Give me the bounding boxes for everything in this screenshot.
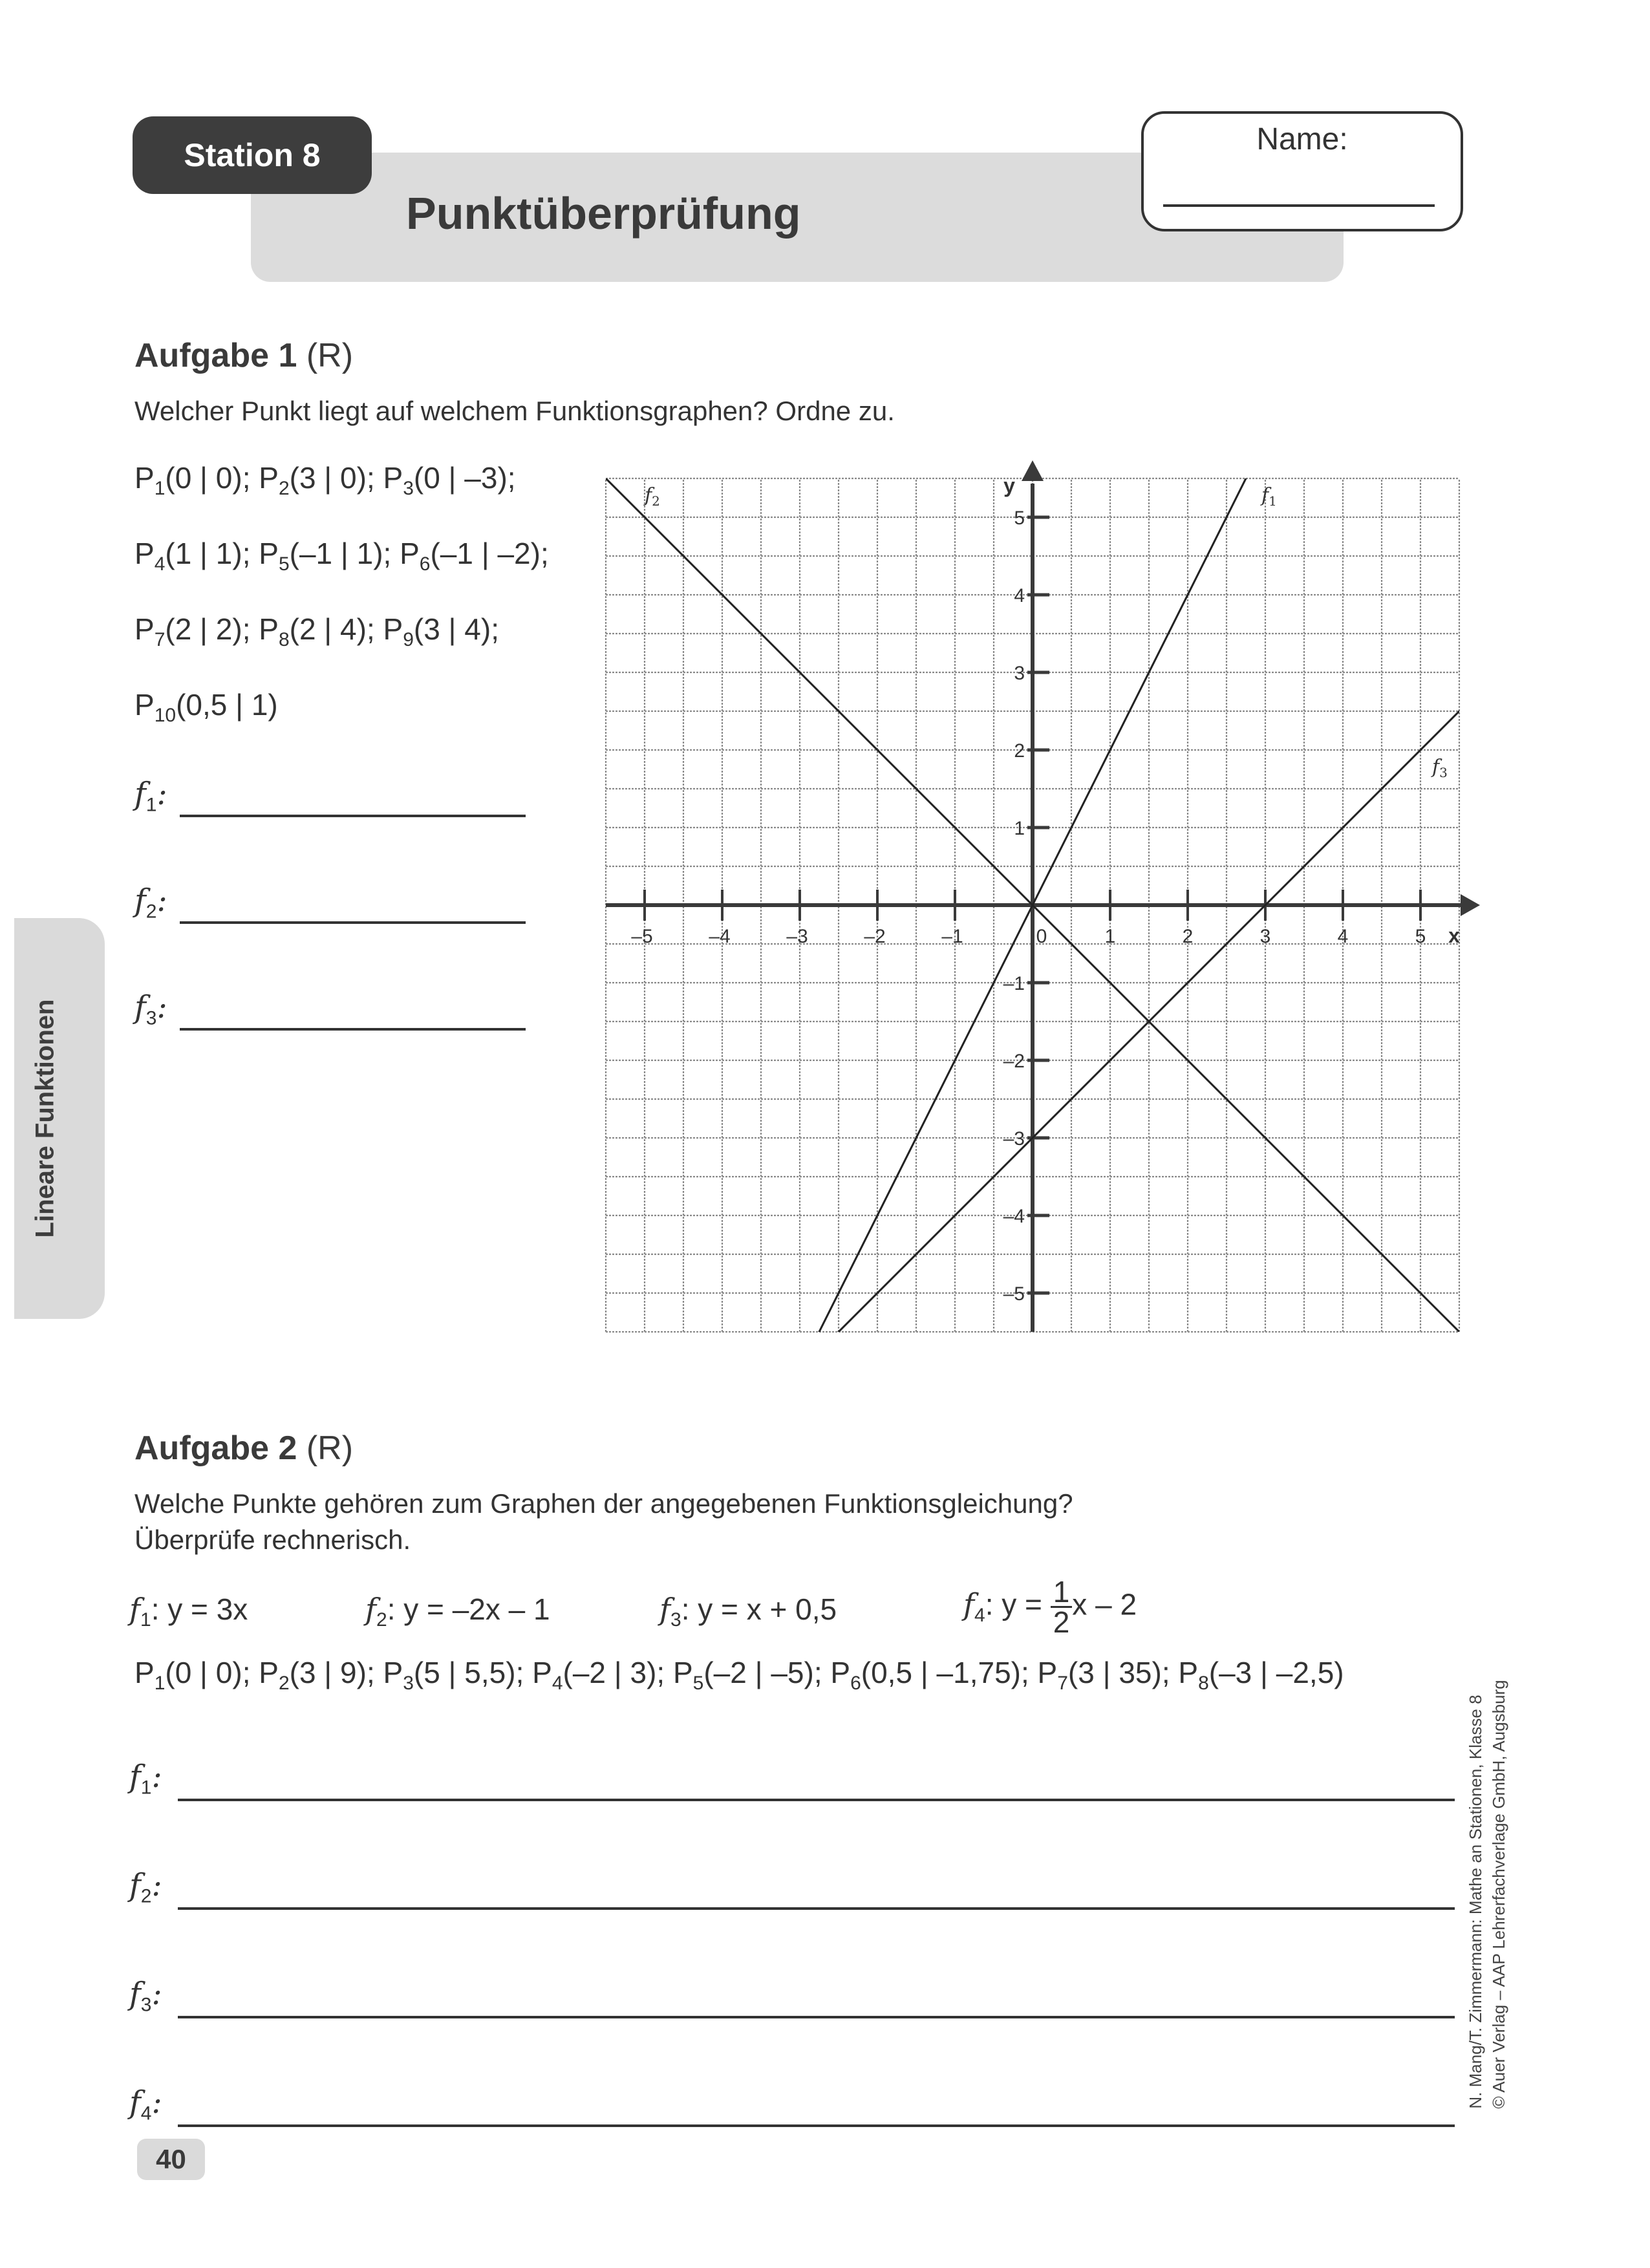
point-coords: (3 | 9) — [289, 1656, 367, 1689]
y-tick-label: –4 — [1003, 1206, 1025, 1227]
task1-heading — [134, 336, 353, 375]
point-row — [134, 612, 549, 687]
answer-row — [129, 1976, 1455, 2027]
answer-label — [129, 1867, 162, 1908]
point-coords: (0 | 0) — [165, 461, 242, 495]
separator: ; — [507, 461, 516, 495]
task2-instruction — [134, 1486, 1073, 1558]
answer-input-line[interactable] — [178, 1907, 1455, 1910]
point-name: P — [134, 537, 155, 570]
point-index: 8 — [1198, 1673, 1209, 1695]
point-name: P — [532, 1656, 552, 1689]
point-name: P — [259, 537, 279, 570]
y-tick-label: –5 — [1003, 1283, 1025, 1305]
y-tick-label: 1 — [1014, 818, 1025, 839]
x-tick-label: 2 — [1182, 926, 1194, 947]
x-tick-label: 1 — [1104, 926, 1116, 947]
y-tick-label: 3 — [1014, 663, 1025, 684]
point-name: P — [1178, 1656, 1199, 1689]
task2-heading — [134, 1429, 353, 1468]
task2-instruction-line2: Überprüfe rechnerisch. — [134, 1524, 411, 1555]
point-index: 7 — [1057, 1673, 1068, 1695]
point-item — [532, 1656, 673, 1695]
point-coords: (–2 | –5) — [703, 1656, 814, 1689]
point-index: 6 — [419, 553, 431, 575]
task1-point-list — [134, 460, 549, 763]
separator: ; — [242, 1656, 259, 1689]
answer-label — [129, 1976, 162, 2017]
station-label: Station 8 — [184, 137, 321, 173]
function-name: f — [963, 1587, 975, 1622]
answer-input-line[interactable] — [178, 2124, 1455, 2127]
point-item — [134, 461, 259, 500]
answer-row — [134, 989, 522, 1041]
colon: : — [156, 883, 167, 919]
point-row — [134, 536, 549, 612]
point-coords: (3 | 0) — [289, 461, 367, 495]
equation-rhs: : y = –2x – 1 — [387, 1592, 550, 1626]
function-name: f — [129, 1592, 141, 1627]
function-name: f — [134, 883, 146, 919]
point-item — [383, 461, 516, 500]
answer-input-line[interactable] — [180, 1028, 526, 1031]
y-tick-label: 5 — [1014, 508, 1025, 529]
point-name: P — [383, 612, 403, 646]
coordinate-graph — [582, 453, 1487, 1358]
task2-heading-level: (R) — [306, 1429, 354, 1467]
label-f3: $f_3$ — [1432, 756, 1448, 780]
colon: : — [151, 2084, 162, 2121]
task2-function-list — [129, 1575, 1228, 1642]
separator: ; — [1020, 1656, 1038, 1689]
function-name: f — [365, 1592, 377, 1627]
point-name: P — [259, 1656, 279, 1689]
point-coords: (–2 | 3) — [562, 1656, 657, 1689]
point-item — [134, 612, 259, 651]
point-coords: (3 | 4) — [413, 612, 491, 646]
colon: : — [156, 989, 167, 1025]
function-name: f — [134, 989, 146, 1025]
y-tick-label: –2 — [1003, 1051, 1025, 1072]
page-title: Punktüberprüfung — [406, 188, 801, 239]
separator: ; — [515, 1656, 533, 1689]
function-equation-2 — [365, 1592, 550, 1631]
function-name: f — [129, 2084, 141, 2121]
fraction-numerator: 1 — [1051, 1578, 1073, 1608]
function-equation-1 — [129, 1592, 248, 1631]
separator: ; — [656, 1656, 673, 1689]
page-number-badge — [137, 2139, 205, 2180]
name-label: Name: — [1256, 122, 1348, 156]
separator: ; — [366, 461, 383, 495]
point-index: 7 — [154, 629, 166, 651]
point-coords: (0 | –3) — [413, 461, 508, 495]
point-item — [259, 537, 400, 575]
equation-rhs: : y = 3x — [151, 1592, 248, 1626]
function-index: 3 — [145, 1007, 157, 1029]
function-equation-4 — [963, 1575, 1137, 1639]
label-f1: $f_1$ — [1261, 484, 1277, 509]
function-name: f — [134, 776, 146, 812]
answer-label — [129, 2084, 162, 2125]
function-name: f — [129, 1976, 141, 2012]
y-axis-arrow-icon — [1022, 460, 1044, 481]
function-equation-3 — [659, 1592, 837, 1631]
x-tick-label: –1 — [941, 926, 963, 947]
point-index: 4 — [154, 553, 166, 575]
separator: ; — [366, 612, 383, 646]
answer-input-line[interactable] — [180, 815, 526, 817]
x-tick-label: 4 — [1337, 926, 1349, 947]
colon: : — [156, 776, 167, 812]
point-item — [259, 1656, 383, 1695]
function-index: 4 — [140, 2102, 152, 2124]
colon: : — [151, 1976, 162, 2012]
point-row — [134, 687, 549, 763]
answer-row — [129, 1759, 1455, 1810]
footer-credit — [1464, 1680, 1510, 2108]
point-coords: (2 | 4) — [289, 612, 367, 646]
function-index: 1 — [145, 794, 157, 816]
x-tick-label: 3 — [1259, 926, 1271, 947]
point-name: P — [830, 1656, 851, 1689]
function-index: 3 — [140, 1994, 152, 2016]
fraction — [1051, 1575, 1073, 1639]
point-coords: (1 | 1) — [165, 537, 242, 570]
point-index: 2 — [278, 1673, 290, 1695]
station-badge — [133, 116, 372, 194]
equation-rhs: : y = x + 0,5 — [681, 1592, 837, 1626]
point-item — [672, 1656, 831, 1695]
point-row — [134, 460, 549, 536]
point-index: 4 — [552, 1673, 563, 1695]
separator: ; — [242, 461, 259, 495]
point-name: P — [672, 1656, 693, 1689]
point-name: P — [383, 461, 403, 495]
separator: ; — [242, 537, 259, 570]
task2-heading-title: Aufgabe 2 — [134, 1429, 297, 1467]
point-coords: (–3 | –2,5) — [1208, 1656, 1344, 1689]
side-tab-label: Lineare Funktionen — [30, 999, 59, 1238]
point-name: P — [1037, 1656, 1058, 1689]
point-coords: (0,5 | –1,75) — [861, 1656, 1021, 1689]
point-index: 3 — [403, 478, 414, 500]
function-name: f — [659, 1592, 671, 1627]
point-item — [1178, 1656, 1344, 1695]
answer-input-line[interactable] — [178, 1799, 1455, 1801]
point-item — [134, 537, 259, 575]
fraction-denominator: 2 — [1053, 1605, 1070, 1639]
function-index: 1 — [140, 1609, 151, 1631]
point-coords: (0,5 | 1) — [176, 688, 278, 722]
page-number: 40 — [156, 2144, 186, 2174]
x-tick-label: 0 — [1036, 926, 1047, 947]
task2-point-list — [134, 1655, 1344, 1695]
point-name: P — [383, 1656, 403, 1689]
x-tick-label: –3 — [786, 926, 808, 947]
credit-line-2: © Auer Verlag – AAP Lehrerfachverlage GmbH, Augsburg — [1489, 1680, 1508, 2109]
point-coords: (–1 | 1) — [289, 537, 383, 570]
answer-label — [134, 883, 167, 923]
x-tick-label: –5 — [631, 926, 653, 947]
colon: : — [151, 1867, 162, 1903]
point-index: 8 — [278, 629, 290, 651]
y-tick-label: 4 — [1014, 585, 1025, 606]
separator: ; — [366, 1656, 383, 1689]
point-index: 5 — [278, 553, 290, 575]
answer-label — [134, 776, 167, 817]
answer-input-line[interactable] — [178, 2016, 1455, 2018]
point-name: P — [134, 612, 155, 646]
point-index: 9 — [403, 629, 414, 651]
separator: ; — [813, 1656, 831, 1689]
name-input-line[interactable] — [1163, 204, 1435, 207]
separator: ; — [540, 537, 549, 570]
function-index: 2 — [145, 901, 157, 923]
point-item — [383, 612, 499, 651]
point-name: P — [134, 688, 155, 722]
equation-prefix: : y = — [985, 1587, 1051, 1621]
task1-heading-level: (R) — [306, 337, 354, 374]
x-tick-label: –2 — [864, 926, 886, 947]
colon: : — [151, 1759, 162, 1795]
point-coords: (0 | 0) — [165, 1656, 242, 1689]
answer-label — [129, 1759, 162, 1799]
function-index: 1 — [140, 1777, 152, 1799]
point-item — [134, 1656, 259, 1695]
point-index: 3 — [403, 1673, 414, 1695]
separator: ; — [1161, 1656, 1179, 1689]
function-name: f — [129, 1759, 141, 1795]
separator: ; — [491, 612, 499, 646]
point-name: P — [134, 1656, 155, 1689]
point-index: 10 — [154, 705, 177, 727]
function-name: f — [129, 1867, 141, 1903]
task2-instruction-line1: Welche Punkte gehören zum Graphen der angegebenen Funktionsgleichung? — [134, 1488, 1073, 1519]
point-name: P — [400, 537, 420, 570]
point-item — [830, 1656, 1038, 1695]
y-tick-label: –1 — [1003, 973, 1025, 994]
answer-label — [134, 989, 167, 1030]
answer-row — [134, 883, 522, 934]
point-item — [400, 537, 549, 575]
point-coords: (5 | 5,5) — [413, 1656, 516, 1689]
answer-row — [134, 776, 522, 828]
answer-row — [129, 2084, 1455, 2136]
task1-heading-title: Aufgabe 1 — [134, 337, 297, 374]
point-item — [383, 1656, 533, 1695]
point-index: 5 — [692, 1673, 704, 1695]
x-axis-arrow-icon — [1461, 894, 1480, 916]
point-item — [259, 612, 383, 651]
point-coords: (–1 | –2) — [430, 537, 541, 570]
y-axis-label: y — [1003, 474, 1015, 497]
point-name: P — [134, 461, 155, 495]
separator: ; — [383, 537, 400, 570]
point-item — [134, 688, 278, 727]
y-tick-label: –3 — [1003, 1128, 1025, 1150]
x-axis-label: x — [1448, 924, 1460, 947]
point-name: P — [259, 612, 279, 646]
function-index: 2 — [376, 1609, 387, 1631]
point-index: 2 — [278, 478, 290, 500]
separator: ; — [242, 612, 259, 646]
function-index: 3 — [670, 1609, 681, 1631]
point-index: 6 — [850, 1673, 861, 1695]
name-box — [1141, 111, 1463, 231]
point-coords: (3 | 35) — [1067, 1656, 1162, 1689]
point-index: 1 — [154, 1673, 166, 1695]
x-tick-label: 5 — [1415, 926, 1426, 947]
point-item — [1037, 1656, 1179, 1695]
point-coords: (2 | 2) — [165, 612, 242, 646]
point-item — [259, 461, 383, 500]
credit-line-1: N. Mang/T. Zimmermann: Mathe an Stationen, Klasse 8 — [1466, 1695, 1485, 2109]
function-index: 4 — [974, 1604, 985, 1626]
function-index: 2 — [140, 1885, 152, 1907]
point-index: 1 — [154, 478, 166, 500]
task1-instruction: Welcher Punkt liegt auf welchem Funktionsgraphen? Ordne zu. — [134, 396, 895, 426]
answer-input-line[interactable] — [180, 921, 526, 924]
equation-suffix: x – 2 — [1072, 1587, 1137, 1621]
point-name: P — [259, 461, 279, 495]
answer-row — [129, 1867, 1455, 1919]
y-tick-label: 2 — [1014, 740, 1025, 762]
label-f2: $f_2$ — [645, 484, 660, 509]
x-tick-label: –4 — [709, 926, 731, 947]
